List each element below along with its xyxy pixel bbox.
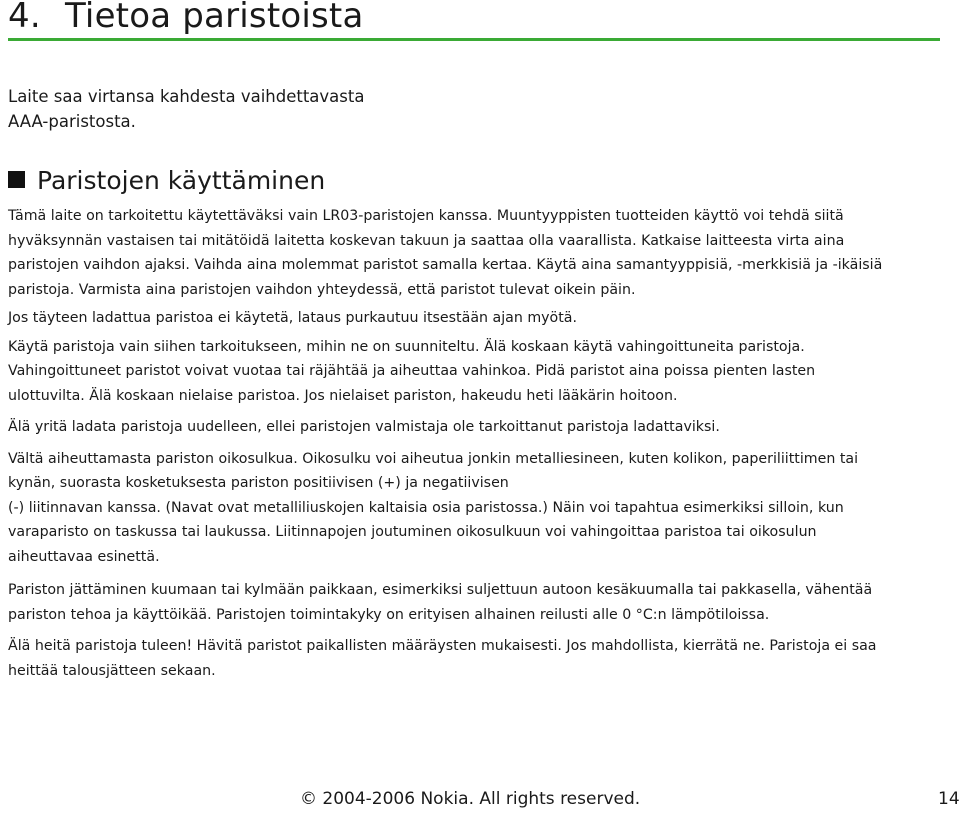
square-bullet-icon xyxy=(8,171,25,188)
body-text xyxy=(8,204,948,683)
text-line: pariston tehoa ja käyttöikää. Paristojen toimintakyky on erityisen alhainen reilusti alle 0 °C:n lämpötiloissa. xyxy=(8,606,770,623)
intro-line: Laite saa virtansa kahdesta vaihdettavasta xyxy=(8,87,365,106)
section-title: Paristojen käyttäminen xyxy=(37,166,326,195)
text-line: hyväksynnän vastaisen tai mitätöidä laitetta koskevan takuun ja saattaa olla vaarallista. Katkaise laitteesta virta aina xyxy=(8,232,845,249)
text-line: (-) liitinnavan kanssa. (Navat ovat metalliliuskojen kaltaisia osia paristossa.) Näin voi tapahtua esimerkiksi silloin, kun xyxy=(8,499,844,516)
text-line: heittää talousjätteen sekaan. xyxy=(8,662,216,679)
paragraph xyxy=(8,415,948,440)
text-line: Käytä paristoja vain siihen tarkoitukseen, mihin ne on suunniteltu. Älä koskaan käytä vahingoittuneita paristoja. xyxy=(8,338,805,355)
text-line: varaparisto on taskussa tai laukussa. Liitinnapojen joutuminen oikosulkuun voi vahingoittaa paristoa tai oikosulun xyxy=(8,524,817,540)
text-line: Älä yritä ladata paristoja uudelleen, ellei paristojen valmistaja ole tarkoittanut paristoja ladattaviksi. xyxy=(8,419,720,435)
page-number: 14 xyxy=(938,789,960,809)
text-line: Vältä aiheuttamasta pariston oikosulkua. Oikosulku voi aiheutua jonkin metalliesineen, kuten kolikon, paperiliittimen tai xyxy=(8,450,859,467)
text-line: Tämä laite on tarkoitettu käytettäväksi vain LR03-paristojen kanssa. Muuntyyppisten tuotteiden käyttö voi tehdä siitä xyxy=(8,208,844,224)
chapter-title: Tietoa paristoista xyxy=(65,0,364,36)
chapter-number: 4. xyxy=(8,0,41,36)
paragraph xyxy=(8,204,948,302)
intro-text xyxy=(8,84,448,134)
text-line: Jos täyteen ladattua paristoa ei käytetä, lataus purkautuu itsestään ajan myötä. xyxy=(8,310,578,326)
text-line: paristoja. Varmista aina paristojen vaihdon yhteydessä, että paristot tulevat oikein päin. xyxy=(8,281,636,298)
text-line: Pariston jättäminen kuumaan tai kylmään paikkaan, esimerkiksi suljettuun autoon kesäkuumalla tai pakkasella, vähentää xyxy=(8,582,873,598)
text-line: ulottuvilta. Älä koskaan nielaise paristoa. Jos nielaiset pariston, hakeudu heti lääkärin hoitoon. xyxy=(8,387,678,404)
chapter-heading xyxy=(8,0,940,41)
intro-line: AAA-paristosta. xyxy=(8,112,136,131)
text-line: aiheuttavaa esinettä. xyxy=(8,548,160,565)
text-line: Vahingoittuneet paristot voivat vuotaa tai räjähtää ja aiheuttaa vahinkoa. Pidä paristot aina poissa pienten lasten xyxy=(8,363,816,379)
copyright-notice: © 2004-2006 Nokia. All rights reserved. xyxy=(300,789,641,809)
paragraph xyxy=(8,634,948,683)
paragraph xyxy=(8,447,948,570)
text-line: kynän, suorasta kosketuksesta pariston positiivisen (+) ja negatiivisen xyxy=(8,475,509,491)
paragraph xyxy=(8,335,948,409)
paragraph xyxy=(8,578,948,627)
text-line: Älä heitä paristoja tuleen! Hävitä paristot paikallisten määräysten mukaisesti. Jos mahdollista, kierrätä ne. Paristoja ei saa xyxy=(8,638,877,654)
section-heading xyxy=(8,164,325,198)
text-line: paristojen vaihdon ajaksi. Vaihda aina molemmat paristot samalla kertaa. Käytä aina samantyyppisiä, -merkkisiä ja -ikäisiä xyxy=(8,257,883,273)
paragraph xyxy=(8,306,948,331)
